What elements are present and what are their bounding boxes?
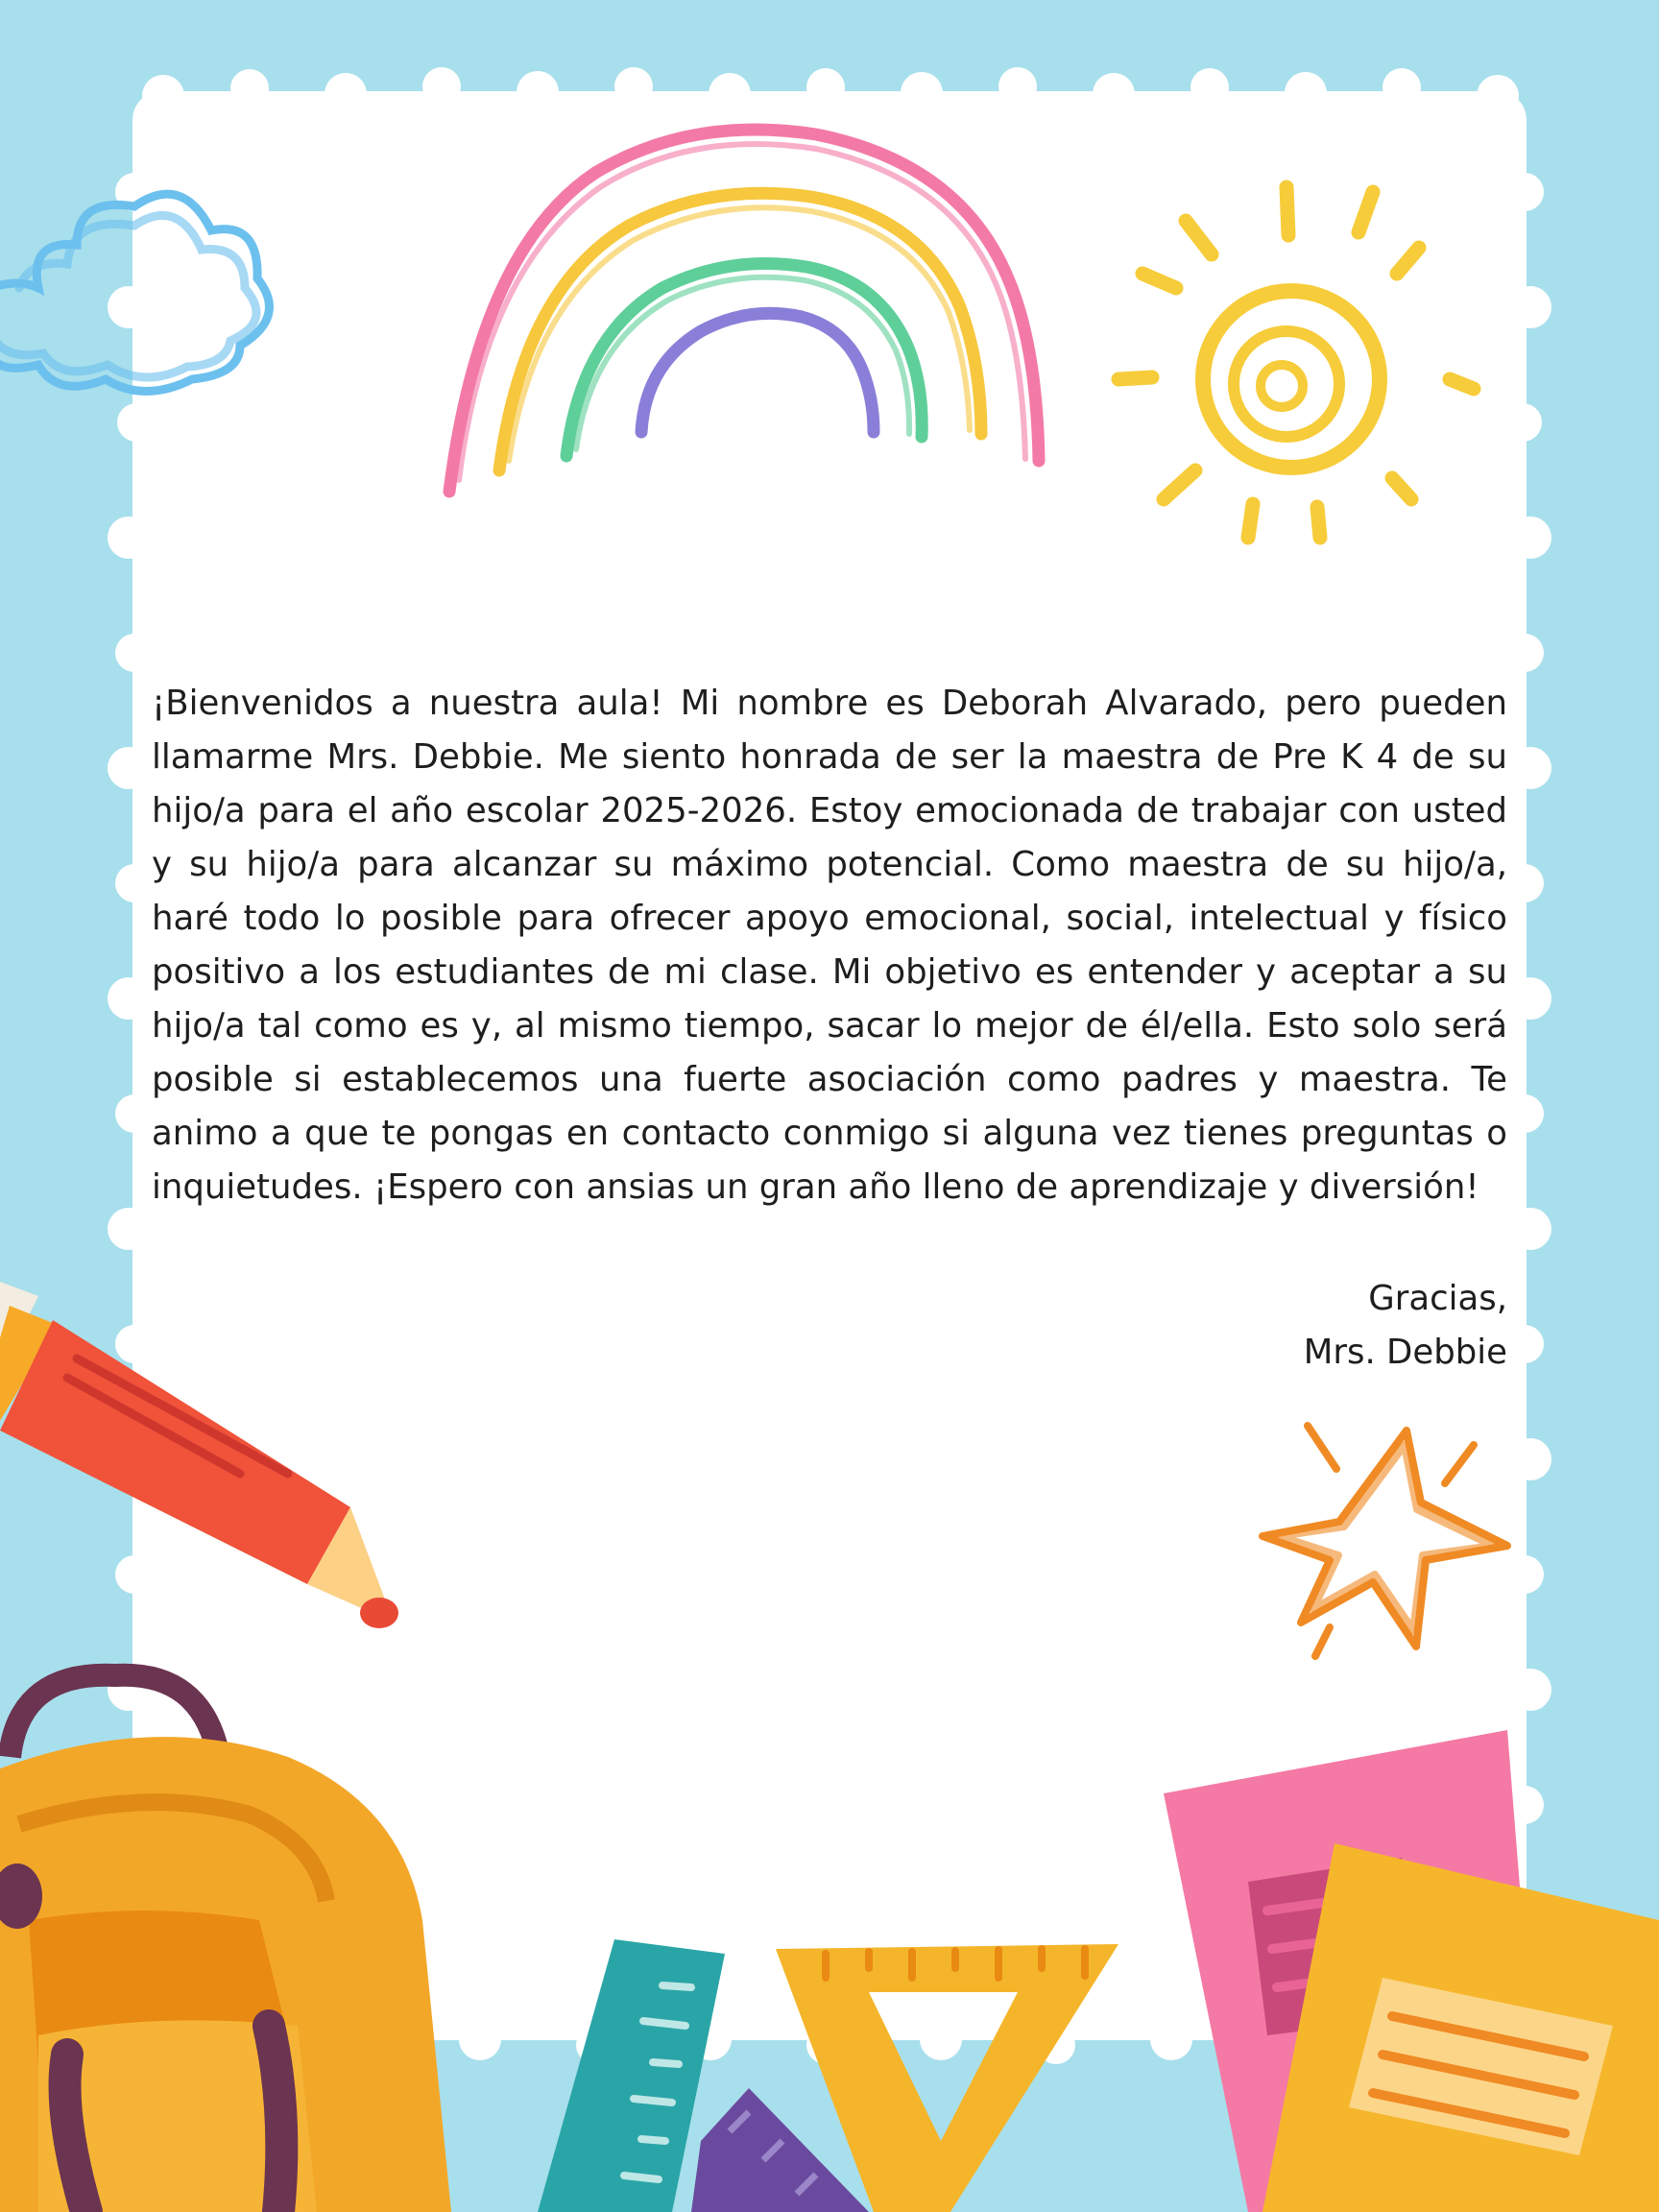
signature: Mrs. Debbie xyxy=(1303,1333,1507,1372)
letter-closing-block xyxy=(931,1272,1507,1380)
closing-text: Gracias, xyxy=(1368,1279,1507,1318)
notebook-icon xyxy=(1164,1730,1659,2212)
letter-body: ¡Bienvenidos a nuestra aula! Mi nombre es Deborah Alvarado, pero pueden llamarme Mrs. Debbie. Me siento honrada de ser la maestra de Pre K 4 de su hijo/a para el año escolar 2025-2026. Estoy emocionada de trabajar con usted y su hijo/a para alcanzar su máximo potencial. Como maestra de su hijo/a, haré todo lo posible para ofrecer apoyo emocional, social, intelectual y físico positivo a los estudiantes de mi clase. Mi objetivo es entender y aceptar a su hijo/a tal como es y, al mismo tiempo, sacar lo mejor de él/ella. Esto solo será posible si establecemos una fuerte asociación como padres y maestra. Te animo a que te pongas en contacto conmigo si alguna vez tienes preguntas o inquietudes. ¡Espero con ansias un gran año lleno de aprendizaje y diversión! xyxy=(152,684,1507,1207)
